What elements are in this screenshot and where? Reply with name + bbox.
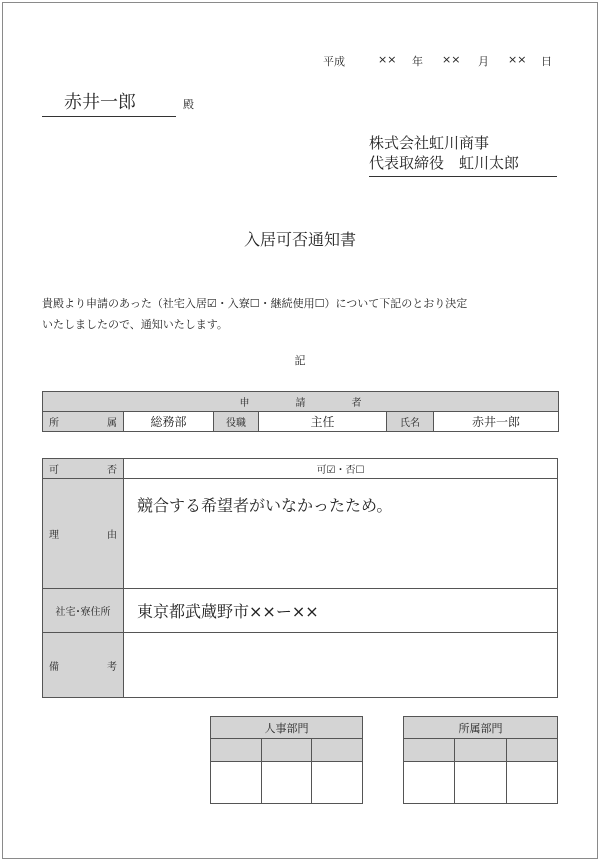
recipient-name: 赤井一郎 — [64, 92, 136, 113]
applicant-header-char: 請 — [295, 398, 306, 409]
hr-stamp-table — [210, 716, 363, 804]
date-month-value: ×× — [442, 53, 461, 66]
document-title: 入居可否通知書 — [243, 230, 356, 249]
name-label: 氏名 — [387, 412, 434, 432]
reason-label: 理 由 — [43, 479, 124, 589]
date-year-value: ×× — [378, 53, 397, 66]
reason-value: 競合する希望者がいなかったため。 — [124, 479, 558, 589]
hr-stamp-label: 人事部門 — [211, 717, 363, 739]
date-day-value: ×× — [508, 53, 527, 66]
date-month-unit: 月 — [478, 55, 489, 68]
approval-label: 可 否 — [43, 459, 124, 479]
remarks-value — [124, 633, 558, 698]
applicant-table — [42, 391, 559, 432]
body-line-1: 貴殿より申請のあった（社宅入居☑・入寮☐・継続使用☐）について下記のとおり決定 — [42, 297, 468, 310]
dept-stamp-header-cell — [455, 739, 506, 762]
sender-block — [369, 133, 557, 177]
address-value: 東京都武蔵野市××ー×× — [124, 589, 558, 633]
position-value: 主任 — [259, 412, 387, 432]
applicant-header — [43, 392, 559, 412]
hr-stamp-cell — [211, 762, 262, 804]
date-era: 平成 — [323, 55, 345, 68]
body-text — [42, 293, 467, 335]
recipient-block — [42, 88, 176, 117]
ki-heading: 記 — [294, 354, 306, 367]
approval-value: 可☑・否☐ — [124, 459, 558, 479]
decision-table — [42, 458, 558, 698]
applicant-header-char: 者 — [351, 398, 362, 409]
dept-stamp-header-cell — [506, 739, 557, 762]
dept-stamp-table — [403, 716, 558, 804]
dept-stamp-label: 所属部門 — [404, 717, 558, 739]
remarks-label: 備 考 — [43, 633, 124, 698]
hr-stamp-header-cell — [312, 739, 363, 762]
date-year-unit: 年 — [412, 55, 423, 68]
hr-stamp-header-cell — [261, 739, 312, 762]
dept-stamp-cell — [506, 762, 557, 804]
position-label: 役職 — [214, 412, 259, 432]
dept-value: 総務部 — [124, 412, 214, 432]
sender-representative: 代表取締役 虹川太郎 — [369, 154, 520, 172]
date-day-unit: 日 — [541, 55, 552, 68]
hr-stamp-header-cell — [211, 739, 262, 762]
hr-stamp-cell — [261, 762, 312, 804]
body-line-2: いたしましたので、通知いたします。 — [42, 318, 228, 331]
dept-stamp-cell — [455, 762, 506, 804]
sender-company: 株式会社虹川商事 — [369, 134, 490, 152]
applicant-header-char: 申 — [239, 398, 250, 409]
dept-stamp-cell — [404, 762, 455, 804]
address-label: 社宅･寮住所 — [43, 589, 124, 633]
honorific: 殿 — [183, 98, 194, 111]
hr-stamp-cell — [312, 762, 363, 804]
dept-stamp-header-cell — [404, 739, 455, 762]
dept-label: 所 属 — [43, 412, 124, 432]
name-value: 赤井一郎 — [434, 412, 559, 432]
